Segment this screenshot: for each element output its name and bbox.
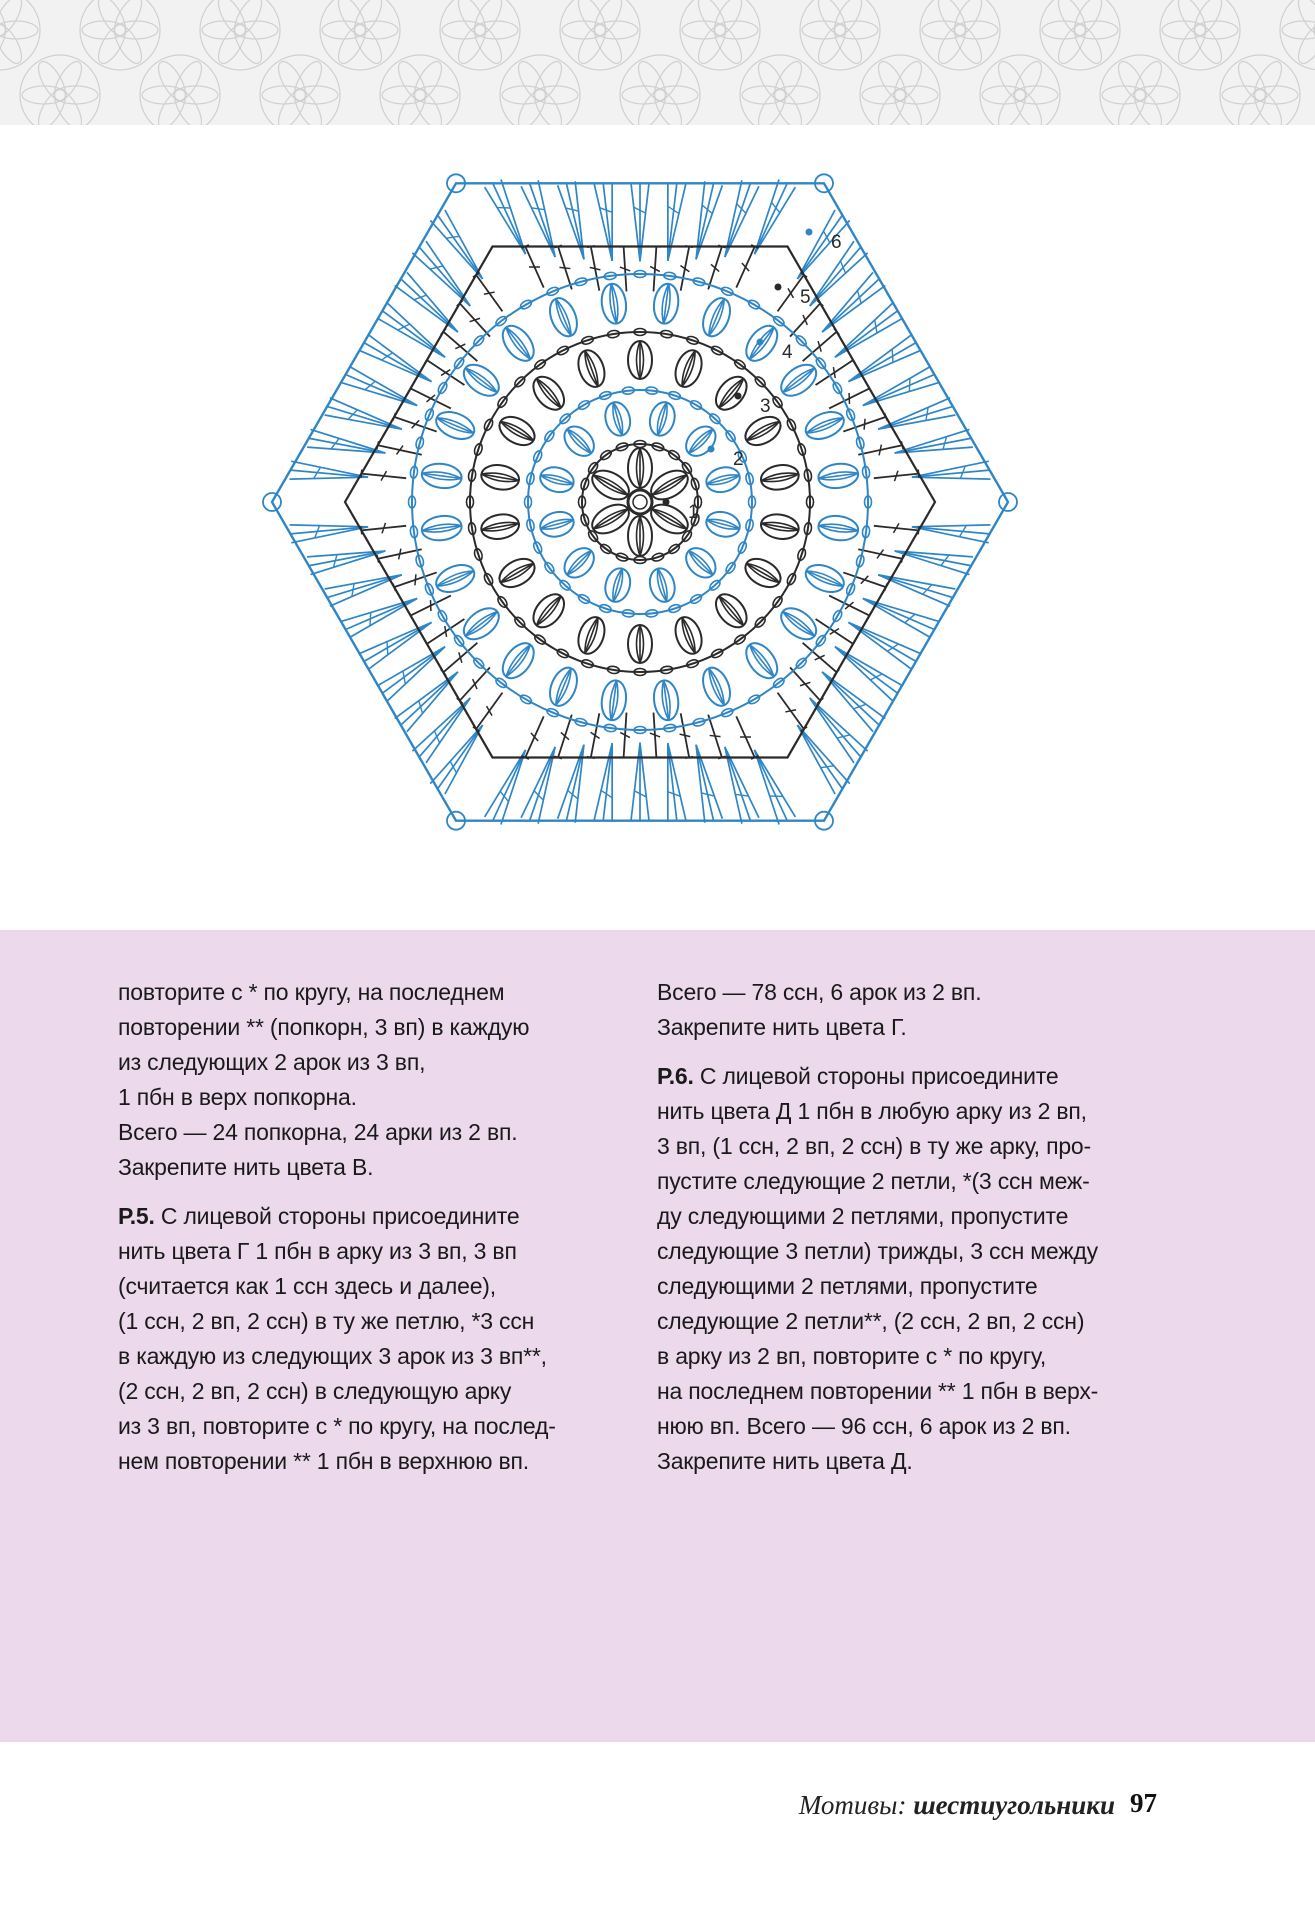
text-line: (1 ссн, 2 вп, 2 ссн) в ту же петлю, *3 ссн (118, 1308, 535, 1334)
round-start-marker (708, 446, 715, 453)
round-5-heading (118, 1199, 638, 1234)
text-line: на последнем повторении ** 1 пбн в верх- (657, 1378, 1099, 1404)
round-number-label: 4 (782, 342, 793, 363)
text-column-right (657, 975, 1177, 1479)
text-line: Закрепите нить цвета Д. (657, 1448, 913, 1474)
text-line: Всего — 78 ссн, 6 арок из 2 вп. (657, 979, 982, 1005)
crochet-diagram (0, 150, 1315, 860)
text-line: (считается как 1 ссн здесь и далее), (118, 1273, 496, 1299)
round-start-marker (757, 339, 764, 346)
round-2-chain-ring (525, 387, 756, 618)
text-line: следующие 2 петли**, (2 ссн, 2 вп, 2 ссн) (657, 1308, 1085, 1334)
text-line: повторении ** (попкорн, 3 вп) в каждую (118, 1014, 530, 1040)
footer-section: Мотивы: (798, 1790, 907, 1820)
round-6-label: Р.6. (657, 1063, 694, 1089)
round-5-stitches (345, 245, 935, 759)
round-6-stitches (263, 174, 1017, 829)
text-line: из следующих 2 арок из 3 вп, (118, 1049, 426, 1075)
text-line: следующие 3 петли) трижды, 3 ссн между (657, 1238, 1098, 1264)
text-line: в каждую из следующих 3 арок из 3 вп**, (118, 1343, 547, 1369)
text-line: ду следующими 2 петлями, пропустите (657, 1203, 1069, 1229)
running-footer (799, 1790, 1115, 1821)
text-line: нюю вп. Всего — 96 ссн, 6 арок из 2 вп. (657, 1413, 1071, 1439)
round-number-label: 3 (760, 396, 771, 417)
round-number-label: 5 (800, 287, 811, 308)
round-start-marker (806, 229, 813, 236)
magic-ring-icon (628, 490, 652, 514)
text-line: Всего — 24 попкорна, 24 арки из 2 вп. (118, 1119, 518, 1145)
round-start-marker (663, 499, 670, 506)
text-line: 1 пбн в верх попкорна. (118, 1084, 357, 1110)
text-line: Закрепите нить цвета В. (118, 1154, 374, 1180)
text-line: из 3 вп, повторите с * по кругу, на послед- (118, 1413, 556, 1439)
round-5-label: Р.5. (118, 1203, 155, 1229)
text-line: следующими 2 петлями, пропустите (657, 1273, 1038, 1299)
text-line: нить цвета Г 1 пбн в арку из 3 вп, 3 вп (118, 1238, 517, 1264)
text-line: С лицевой стороны присоедините (154, 1203, 520, 1229)
text-column-left (118, 975, 638, 1479)
text-line: (2 ссн, 2 вп, 2 ссн) в следующую арку (118, 1378, 512, 1404)
round-start-marker (735, 393, 742, 400)
text-line: повторите с * по кругу, на последнем (118, 979, 505, 1005)
round-4-chain-ring (409, 271, 872, 734)
page-number: 97 (1130, 1788, 1157, 1818)
round-6-heading (657, 1059, 1177, 1094)
footer-subsection: шестиугольники (913, 1790, 1115, 1820)
text-line: С лицевой стороны присоедините (693, 1063, 1059, 1089)
header-ornament-band (0, 0, 1315, 125)
text-line: нем повторении ** 1 пбн в верхнюю вп. (118, 1448, 529, 1474)
round-2-popcorns (537, 399, 742, 604)
round-number-label: 2 (733, 449, 744, 470)
round-number-label: 6 (831, 232, 842, 253)
text-line: пустите следующие 2 петли, *(3 ссн меж- (657, 1168, 1090, 1194)
round-3-chain-ring (467, 329, 814, 676)
round-1-popcorns (587, 448, 693, 556)
round-start-marker (775, 284, 782, 291)
hexagon-motif-diagram (0, 150, 1315, 860)
text-line: в арку из 2 вп, повторите с * по кругу, (657, 1343, 1047, 1369)
text-line: нить цвета Д 1 пбн в любую арку из 2 вп, (657, 1098, 1087, 1124)
lace-ornament-icon (0, 0, 1315, 125)
text-line: Закрепите нить цвета Г. (657, 1014, 907, 1040)
text-line: 3 вп, (1 ссн, 2 вп, 2 ссн) в ту же арку, про- (657, 1133, 1091, 1159)
round-number-label: 1 (688, 502, 699, 523)
